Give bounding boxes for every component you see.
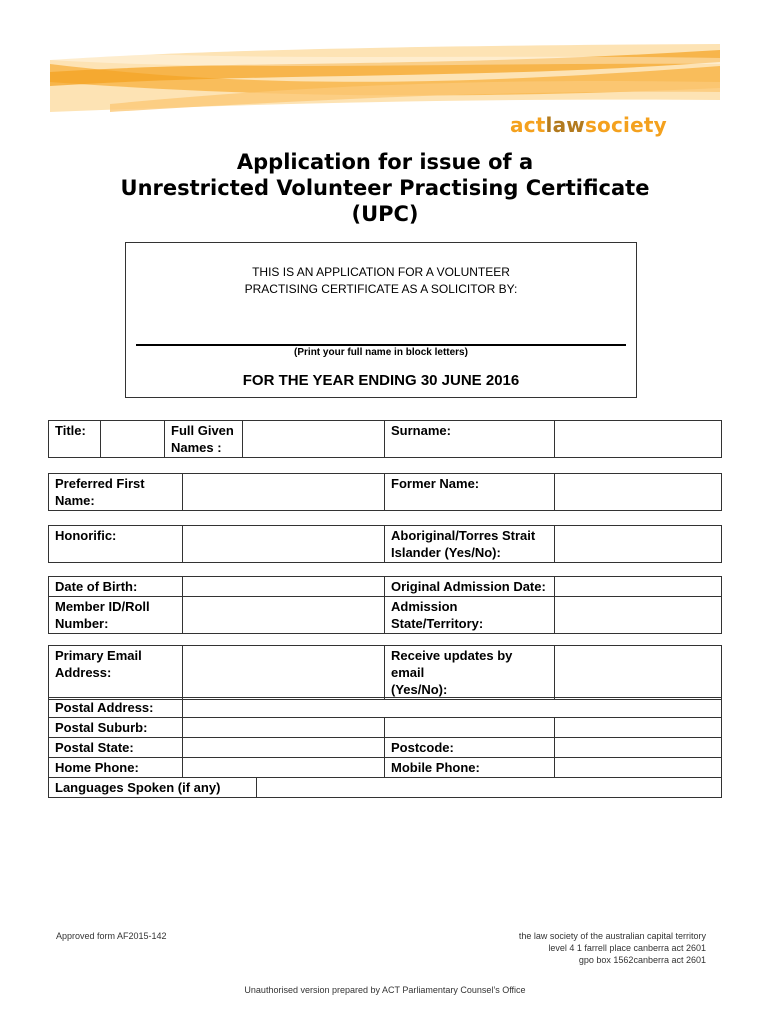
honorific-input[interactable]: [183, 526, 385, 563]
postal-address-input[interactable]: [183, 698, 722, 718]
act-law-society-logo: actlawsociety: [510, 113, 667, 137]
year-ending: FOR THE YEAR ENDING 30 JUNE 2016: [242, 372, 520, 389]
contact-table: [48, 697, 722, 798]
languages-label: Languages Spoken (if any): [49, 778, 257, 798]
name-hint: (Print your full name in block letters): [294, 347, 468, 358]
postcode-label: Postcode:: [385, 738, 555, 758]
receive-updates-label: Receive updates by email (Yes/No):: [385, 646, 555, 700]
surname-input[interactable]: [555, 421, 722, 458]
title-line-3: (UPC): [351, 202, 419, 226]
primary-email-label: Primary Email Address:: [49, 646, 183, 700]
languages-input[interactable]: [257, 778, 722, 798]
date-of-birth-label: Date of Birth:: [49, 577, 183, 597]
title-line-1: Application for issue of a: [236, 150, 534, 174]
surname-label: Surname:: [385, 421, 555, 458]
email-table: [48, 645, 722, 700]
postal-address-label: Postal Address:: [49, 698, 183, 718]
header-swoosh-banner: [50, 42, 720, 112]
honorific-label: Honorific:: [49, 526, 183, 563]
suburb-extra-cell-2[interactable]: [555, 718, 722, 738]
admission-state-label: Admission State/Territory:: [385, 597, 555, 634]
title-line-2: Unrestricted Volunteer Practising Certificate: [120, 176, 650, 200]
postcode-input[interactable]: [555, 738, 722, 758]
receive-updates-input[interactable]: [555, 646, 722, 700]
given-names-input[interactable]: [243, 421, 385, 458]
aboriginal-islander-label: Aboriginal/Torres Strait Islander (Yes/No):: [385, 526, 555, 563]
home-phone-input[interactable]: [183, 758, 385, 778]
box-line-2: PRACTISING CERTIFICATE AS A SOLICITOR BY:: [244, 282, 518, 296]
title-input[interactable]: [101, 421, 165, 458]
member-id-label: Member ID/Roll Number:: [49, 597, 183, 634]
unauthorised-notice: Unauthorised version prepared by ACT Parliamentary Counsel’s Office: [244, 985, 526, 995]
home-phone-label: Home Phone:: [49, 758, 183, 778]
applicant-name-box: [125, 242, 637, 398]
preferred-first-name-input[interactable]: [183, 474, 385, 511]
postal-state-input[interactable]: [183, 738, 385, 758]
suburb-extra-cell[interactable]: [385, 718, 555, 738]
mobile-phone-label: Mobile Phone:: [385, 758, 555, 778]
approved-form-number: Approved form AF2015-142: [56, 931, 167, 941]
former-name-label: Former Name:: [385, 474, 555, 511]
admission-table: [48, 576, 722, 634]
admission-state-input[interactable]: [555, 597, 722, 634]
former-name-input[interactable]: [555, 474, 722, 511]
mobile-phone-input[interactable]: [555, 758, 722, 778]
preferred-name-table: [48, 473, 722, 511]
member-id-input[interactable]: [183, 597, 385, 634]
given-names-label: Full Given Names :: [165, 421, 243, 458]
box-line-1: THIS IS AN APPLICATION FOR A VOLUNTEER: [252, 265, 510, 279]
full-name-field[interactable]: [136, 344, 626, 346]
postal-state-label: Postal State:: [49, 738, 183, 758]
postal-suburb-input[interactable]: [183, 718, 385, 738]
original-admission-date-input[interactable]: [555, 577, 722, 597]
title-label: Title:: [49, 421, 101, 458]
date-of-birth-input[interactable]: [183, 577, 385, 597]
society-address: the law society of the australian capital territory level 4 1 farrell place canberra act 2601 gpo box 1562canberra act 2601: [518, 931, 706, 965]
original-admission-date-label: Original Admission Date:: [385, 577, 555, 597]
name-table: [48, 420, 722, 458]
preferred-first-name-label: Preferred First Name:: [49, 474, 183, 511]
honorific-table: [48, 525, 722, 563]
primary-email-input[interactable]: [183, 646, 385, 700]
aboriginal-islander-input[interactable]: [555, 526, 722, 563]
postal-suburb-label: Postal Suburb:: [49, 718, 183, 738]
